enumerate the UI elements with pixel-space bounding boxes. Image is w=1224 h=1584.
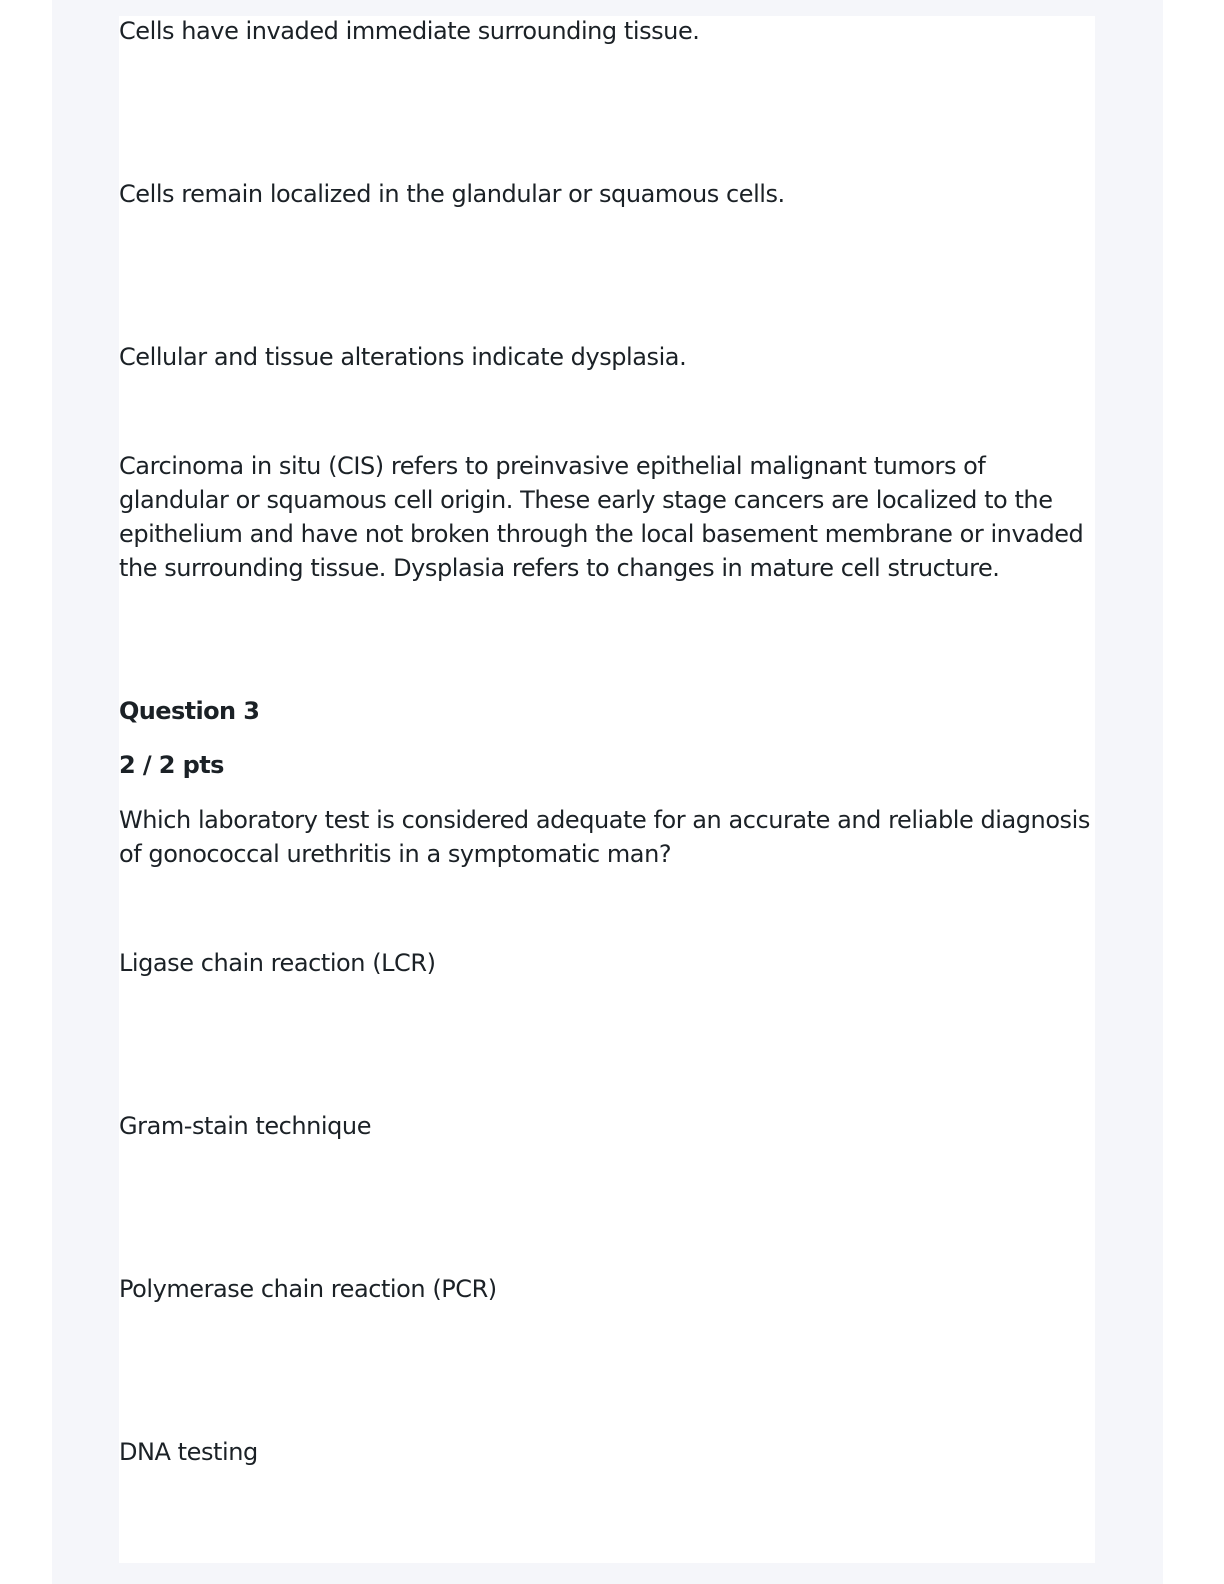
- answer-option[interactable]: DNA testing: [119, 1438, 258, 1466]
- question-title: Question 3: [119, 697, 260, 725]
- answer-option[interactable]: Ligase chain reaction (LCR): [119, 949, 436, 977]
- answer-explanation: Carcinoma in situ (CIS) refers to preinvasive epithelial malignant tumors of glandular or squamous cell origin. These early stage cancers are localized to the epithelium and have not broken through the local basement membrane or invaded the surrounding tissue. Dysplasia refers to changes in mature cell structure.: [119, 452, 1084, 582]
- answer-option[interactable]: Cells remain localized in the glandular or squamous cells.: [119, 180, 785, 208]
- question-points: 2 / 2 pts: [119, 751, 224, 779]
- question-text: Which laboratory test is considered adequate for an accurate and reliable diagnosis of gonococcal urethritis in a symptomatic man?: [119, 806, 1090, 868]
- answer-option[interactable]: Cells have invaded immediate surrounding tissue.: [119, 17, 700, 45]
- answer-option[interactable]: Cellular and tissue alterations indicate dysplasia.: [119, 343, 687, 371]
- answer-option[interactable]: Gram-stain technique: [119, 1112, 372, 1140]
- answer-option[interactable]: Polymerase chain reaction (PCR): [119, 1275, 497, 1303]
- content-card: [119, 16, 1095, 1563]
